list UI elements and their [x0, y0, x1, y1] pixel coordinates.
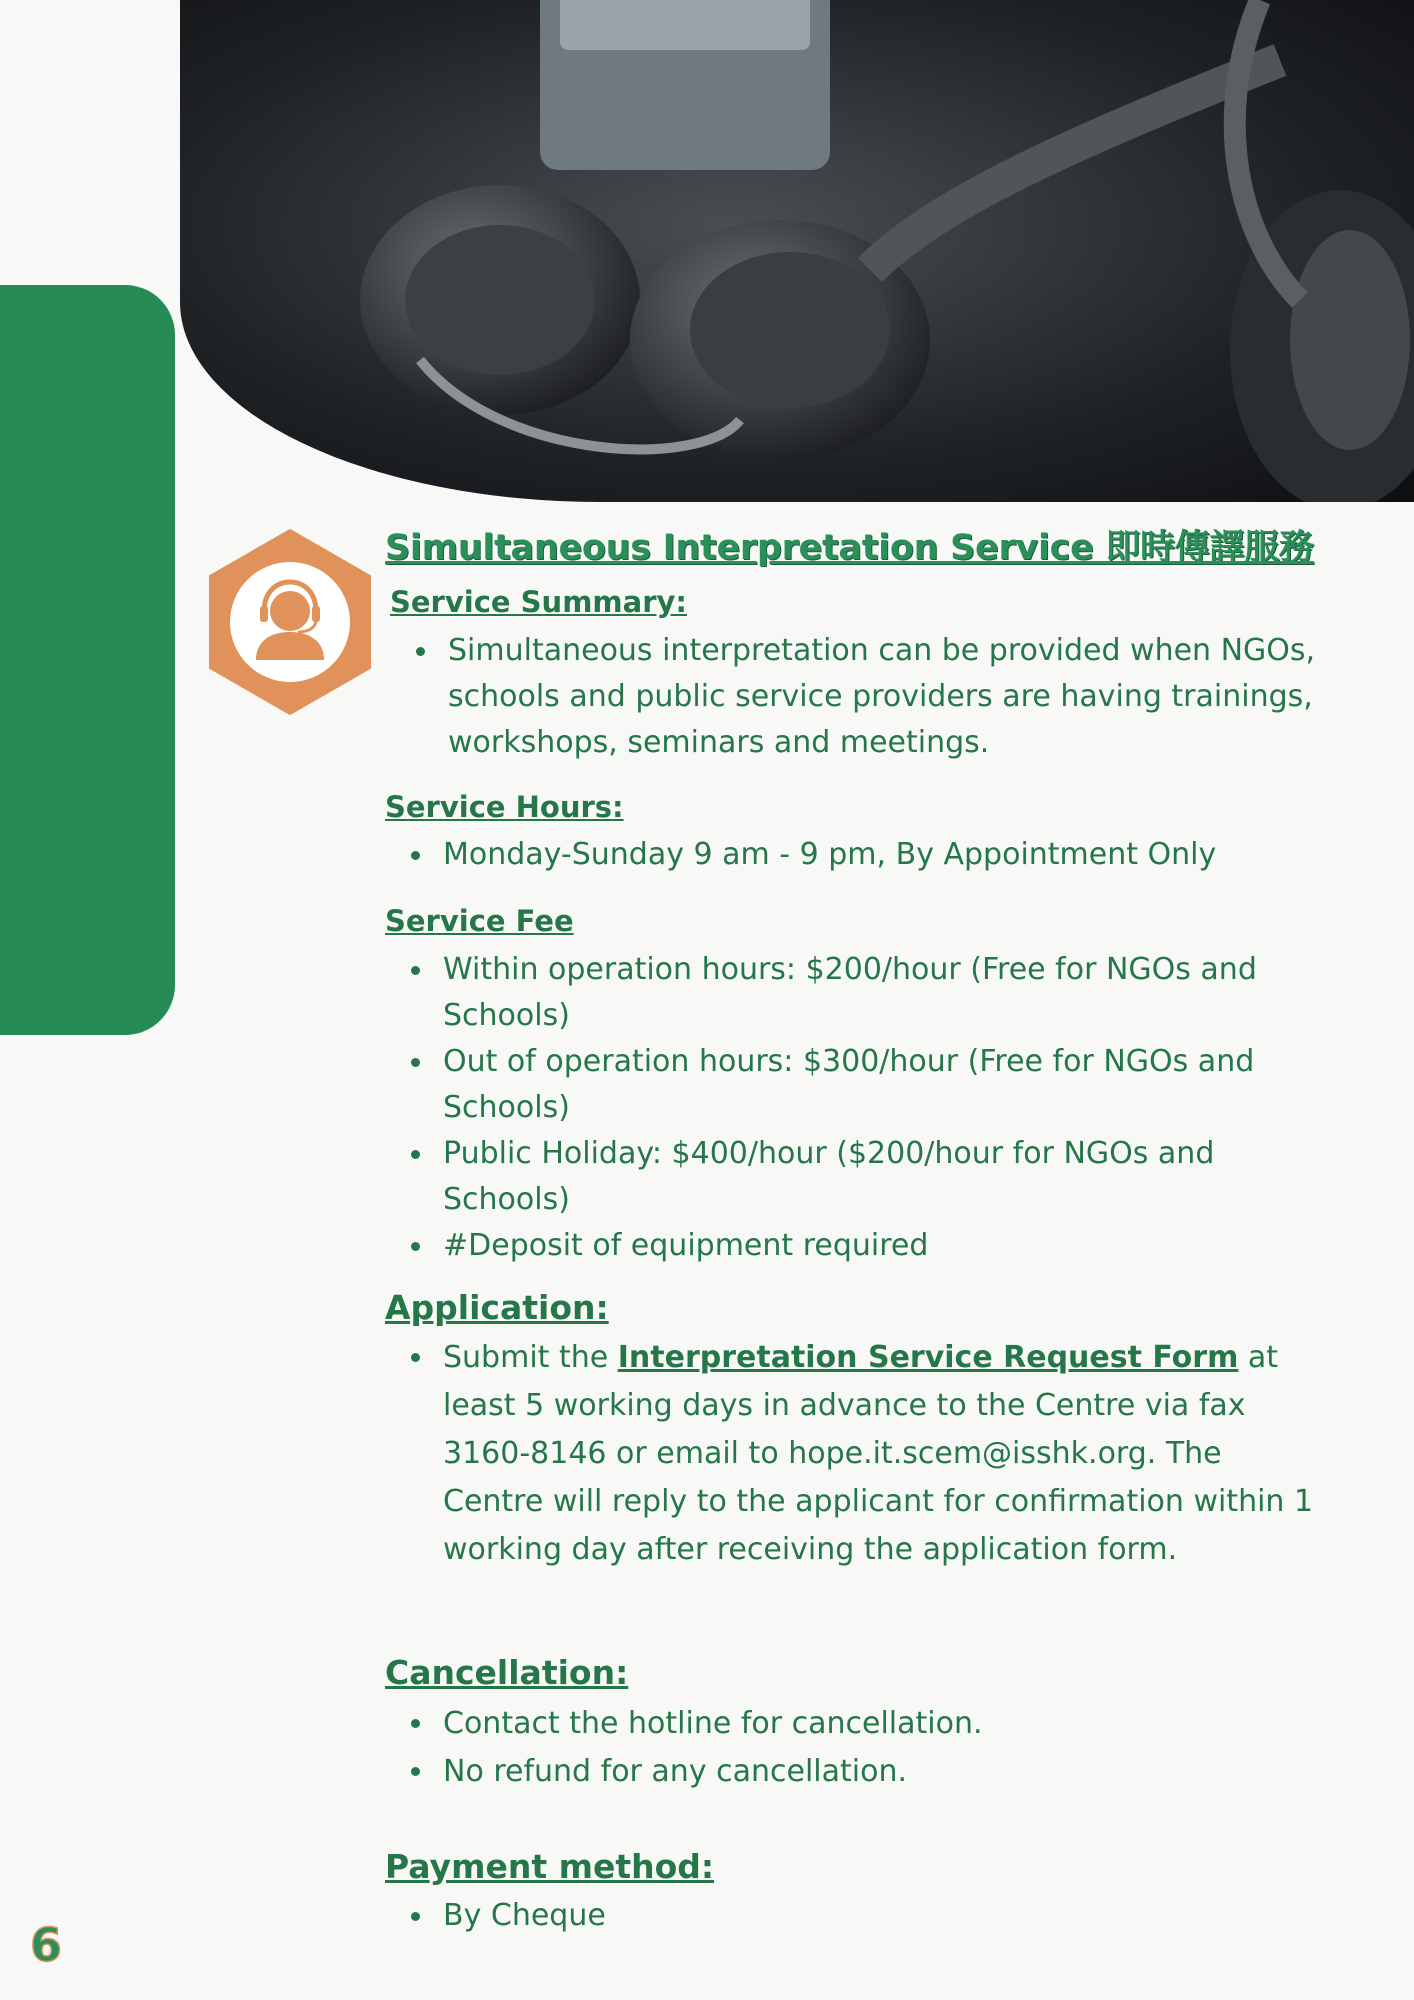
- list-item: [385, 1334, 1315, 1574]
- list-item: Out of operation hours: $300/hour (Free for NGOs and Schools): [385, 1039, 1315, 1131]
- service-summary-heading: Service Summary:: [390, 585, 687, 619]
- green-side-tab: [0, 285, 175, 1035]
- headphones-photo: [180, 0, 1414, 502]
- list-item: Contact the hotline for cancellation.: [385, 1700, 1315, 1748]
- payment-method-heading: Payment method:: [385, 1847, 715, 1886]
- headset-agent-icon: [208, 528, 372, 716]
- request-form-link[interactable]: Interpretation Service Request Form: [617, 1340, 1239, 1375]
- application-text-prefix: Submit the: [443, 1340, 618, 1375]
- list-item: Simultaneous interpretation can be provided when NGOs, schools and public service providers are having trainings, workshops, seminars and meetings.: [390, 628, 1340, 766]
- list-item: By Cheque: [385, 1893, 1315, 1939]
- service-fee-list: [385, 947, 1315, 1269]
- service-hours-list: [385, 832, 1345, 878]
- list-item: #Deposit of equipment required: [385, 1223, 1315, 1269]
- application-list: [385, 1334, 1315, 1574]
- service-fee-heading: Service Fee: [385, 904, 574, 938]
- service-hours-heading: Service Hours:: [385, 790, 624, 824]
- cancellation-list: [385, 1700, 1315, 1796]
- cancellation-heading: Cancellation:: [385, 1653, 629, 1692]
- application-text-suffix: at least 5 working days in advance to the Centre via fax 3160-8146 or email to hope.it.scem@isshk.org. The Centre will reply to the applicant for confirmation within 1 working day after receiving the application form.: [443, 1340, 1314, 1567]
- list-item: Within operation hours: $200/hour (Free for NGOs and Schools): [385, 947, 1315, 1039]
- service-summary-list: [390, 628, 1340, 766]
- payment-method-list: [385, 1893, 1315, 1939]
- list-item: Public Holiday: $400/hour ($200/hour for NGOs and Schools): [385, 1131, 1315, 1223]
- list-item: No refund for any cancellation.: [385, 1748, 1315, 1796]
- list-item: Monday-Sunday 9 am - 9 pm, By Appointment Only: [385, 832, 1345, 878]
- page-title: Simultaneous Interpretation Service 即時傳譯服務: [385, 528, 1314, 568]
- page-number: 6: [30, 1918, 63, 1972]
- application-heading: Application:: [385, 1288, 609, 1327]
